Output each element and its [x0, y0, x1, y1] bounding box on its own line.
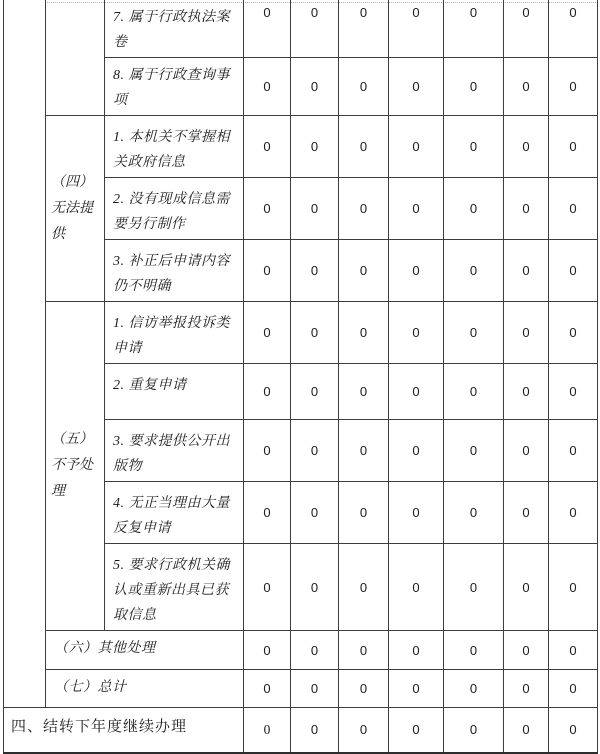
value-cell: 0 — [504, 482, 549, 544]
row-carryover — [4, 708, 598, 753]
value-cell: 0 — [444, 482, 504, 544]
value-cell: 0 — [291, 302, 339, 364]
item-label-cell: 8. 属于行政查询事项 — [105, 58, 244, 116]
category-cell-not-processed: （五）不予处理 — [46, 302, 105, 631]
value-cell: 0 — [444, 0, 504, 58]
disclosure-report-table — [3, 0, 598, 754]
value-cell: 0 — [444, 420, 504, 482]
row-other-processing — [4, 631, 598, 670]
value-cell: 0 — [504, 631, 549, 670]
carryover-label-cell: 四、结转下年度继续办理 — [4, 708, 244, 753]
value-cell: 0 — [339, 420, 389, 482]
value-cell: 0 — [504, 0, 549, 58]
value-cell: 0 — [389, 708, 444, 753]
item-label-cell: 4. 无正当理由大量反复申请 — [105, 482, 244, 544]
category-cell-unable-to-provide: （四）无法提供 — [46, 116, 105, 302]
value-cell: 0 — [444, 670, 504, 708]
value-cell: 0 — [549, 58, 598, 116]
value-cell: 0 — [444, 708, 504, 753]
item-label-cell: 1. 信访举报投诉类申请 — [105, 302, 244, 364]
value-cell: 0 — [291, 240, 339, 302]
item-label-cell: 2. 重复申请 — [105, 364, 244, 420]
section7-label-cell: （七）总计 — [46, 670, 244, 708]
item-label-cell: 5. 要求行政机关确认或重新出具已获取信息 — [105, 544, 244, 631]
value-cell: 0 — [444, 302, 504, 364]
row-total — [4, 670, 598, 708]
value-cell: 0 — [504, 708, 549, 753]
value-cell: 0 — [291, 58, 339, 116]
value-cell: 0 — [389, 302, 444, 364]
value-cell: 0 — [291, 670, 339, 708]
value-cell: 0 — [549, 240, 598, 302]
value-cell: 0 — [389, 544, 444, 631]
value-cell: 0 — [549, 420, 598, 482]
row-s4-item-1 — [4, 116, 598, 178]
value-cell: 0 — [244, 364, 291, 420]
value-cell: 0 — [549, 544, 598, 631]
value-cell: 0 — [389, 482, 444, 544]
item-label-cell: 7. 属于行政执法案卷 — [105, 0, 244, 58]
value-cell: 0 — [549, 0, 598, 58]
value-cell: 0 — [291, 178, 339, 240]
value-cell: 0 — [339, 240, 389, 302]
value-cell: 0 — [291, 631, 339, 670]
value-cell: 0 — [444, 116, 504, 178]
value-cell: 0 — [549, 364, 598, 420]
value-cell: 0 — [339, 631, 389, 670]
value-cell: 0 — [549, 670, 598, 708]
value-cell: 0 — [504, 240, 549, 302]
value-cell: 0 — [444, 544, 504, 631]
value-cell: 0 — [244, 670, 291, 708]
value-cell: 0 — [504, 544, 549, 631]
value-cell: 0 — [339, 178, 389, 240]
value-cell: 0 — [291, 116, 339, 178]
value-cell: 0 — [389, 116, 444, 178]
value-cell: 0 — [244, 420, 291, 482]
value-cell: 0 — [339, 116, 389, 178]
value-cell: 0 — [389, 0, 444, 58]
value-cell: 0 — [339, 670, 389, 708]
value-cell: 0 — [549, 482, 598, 544]
value-cell: 0 — [291, 0, 339, 58]
value-cell: 0 — [389, 631, 444, 670]
value-cell: 0 — [389, 420, 444, 482]
value-cell: 0 — [291, 544, 339, 631]
value-cell: 0 — [444, 58, 504, 116]
value-cell: 0 — [549, 178, 598, 240]
value-cell: 0 — [504, 58, 549, 116]
value-cell: 0 — [549, 631, 598, 670]
value-cell: 0 — [244, 631, 291, 670]
value-cell: 0 — [389, 364, 444, 420]
value-cell: 0 — [504, 670, 549, 708]
value-cell: 0 — [504, 364, 549, 420]
section6-label-cell: （六）其他处理 — [46, 631, 244, 670]
value-cell: 0 — [504, 420, 549, 482]
item-label-cell: 2. 没有现成信息需要另行制作 — [105, 178, 244, 240]
value-cell: 0 — [244, 302, 291, 364]
value-cell: 0 — [244, 482, 291, 544]
value-cell: 0 — [244, 708, 291, 753]
value-cell: 0 — [549, 116, 598, 178]
value-cell: 0 — [389, 58, 444, 116]
item-label-cell: 3. 补正后申请内容仍不明确 — [105, 240, 244, 302]
row-s5-item-1 — [4, 302, 598, 364]
value-cell: 0 — [444, 364, 504, 420]
value-cell: 0 — [444, 631, 504, 670]
value-cell: 0 — [504, 178, 549, 240]
value-cell: 0 — [291, 708, 339, 753]
value-cell: 0 — [389, 178, 444, 240]
value-cell: 0 — [339, 482, 389, 544]
value-cell: 0 — [504, 116, 549, 178]
value-cell: 0 — [291, 482, 339, 544]
item-label-cell: 1. 本机关不掌握相关政府信息 — [105, 116, 244, 178]
value-cell: 0 — [339, 708, 389, 753]
value-cell: 0 — [244, 240, 291, 302]
value-cell: 0 — [339, 58, 389, 116]
value-cell: 0 — [291, 420, 339, 482]
value-cell: 0 — [339, 364, 389, 420]
value-cell: 0 — [244, 0, 291, 58]
value-cell: 0 — [549, 302, 598, 364]
item-label-cell: 3. 要求提供公开出版物 — [105, 420, 244, 482]
left-span-cell — [4, 0, 46, 708]
category-continuation-cell — [46, 0, 105, 116]
value-cell: 0 — [244, 178, 291, 240]
value-cell: 0 — [244, 116, 291, 178]
value-cell: 0 — [549, 708, 598, 753]
value-cell: 0 — [339, 0, 389, 58]
value-cell: 0 — [339, 544, 389, 631]
value-cell: 0 — [291, 364, 339, 420]
value-cell: 0 — [444, 178, 504, 240]
row-item-7 — [4, 0, 598, 58]
value-cell: 0 — [244, 58, 291, 116]
value-cell: 0 — [504, 302, 549, 364]
value-cell: 0 — [389, 240, 444, 302]
value-cell: 0 — [444, 240, 504, 302]
value-cell: 0 — [339, 302, 389, 364]
value-cell: 0 — [244, 544, 291, 631]
value-cell: 0 — [389, 670, 444, 708]
